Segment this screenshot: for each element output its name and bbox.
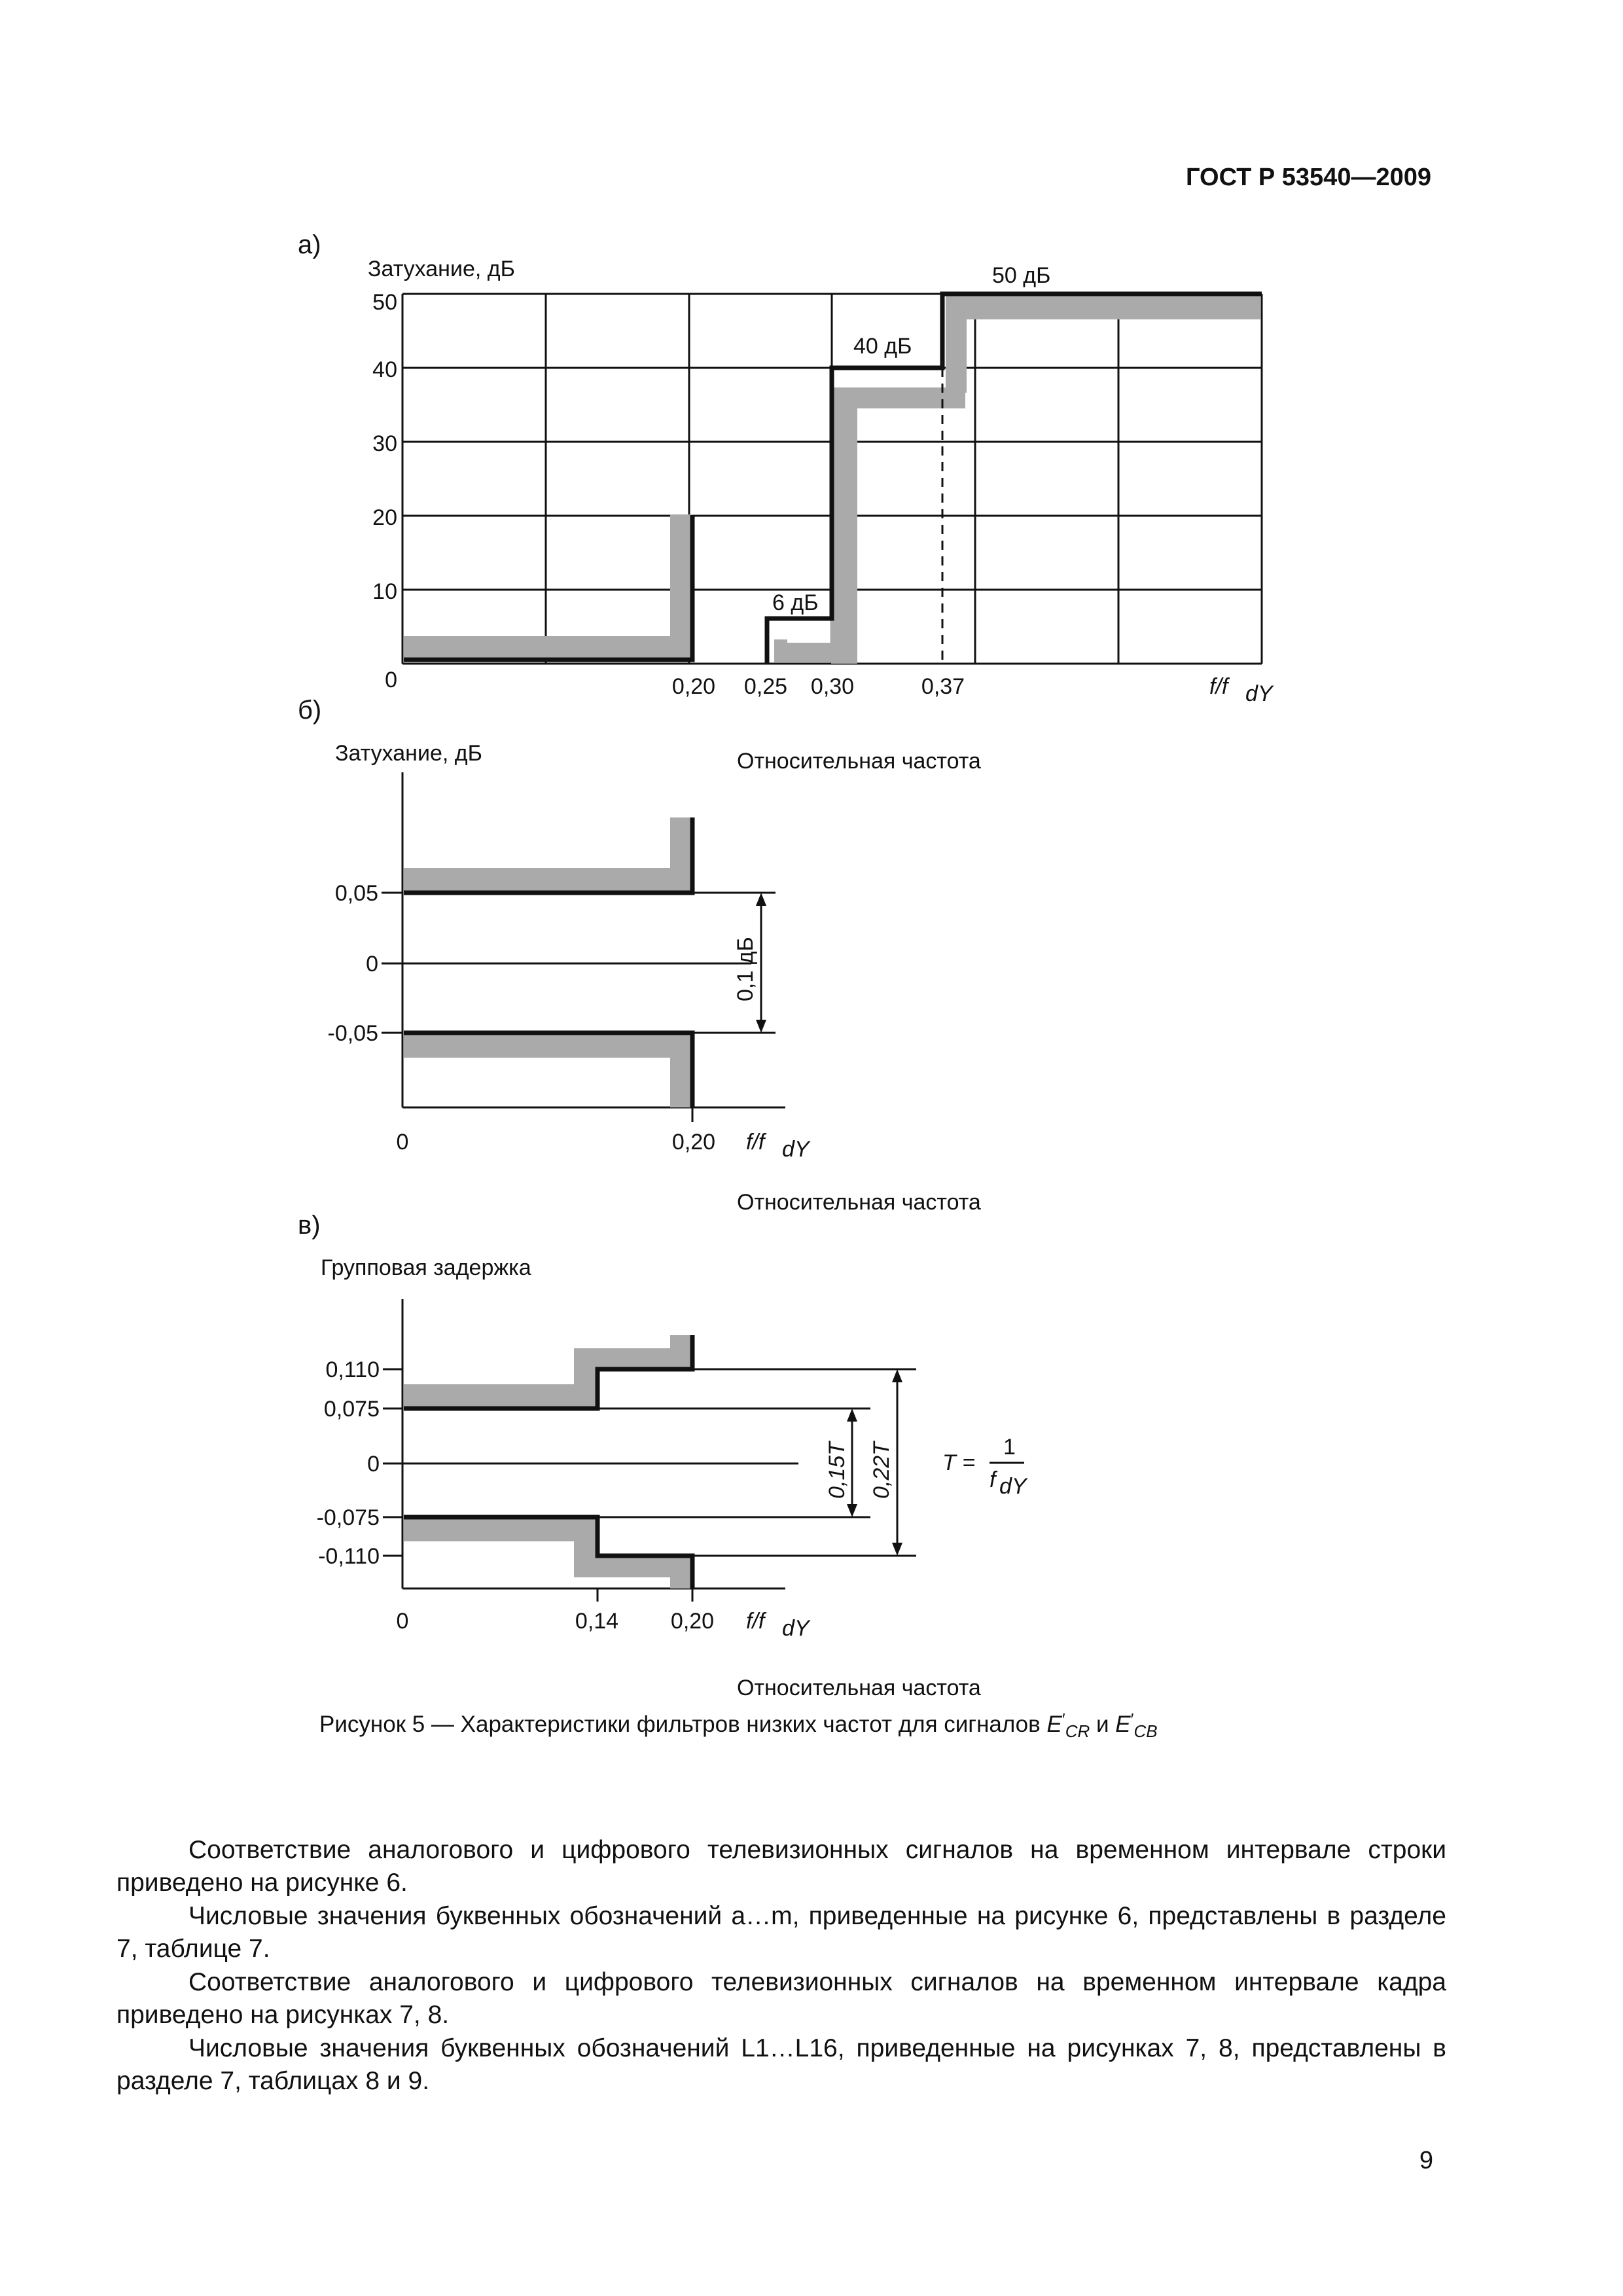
formula-denominator-sub: dY <box>999 1474 1027 1499</box>
figure-b-relative-frequency-2: Относительная частота <box>737 1190 981 1215</box>
figure-v-tolerance-bands <box>404 1335 692 1588</box>
svg-text:-0,075: -0,075 <box>316 1505 380 1530</box>
svg-text:0,075: 0,075 <box>323 1397 380 1422</box>
figure-b-ylabel: Затухание, дБ <box>335 741 482 766</box>
svg-text:0,37: 0,37 <box>921 674 965 699</box>
svg-text:0: 0 <box>396 1609 409 1634</box>
figure-v-range-label-015: 0,15T <box>825 1442 849 1499</box>
figure-b-yticks <box>328 881 379 1046</box>
svg-text:0: 0 <box>366 952 378 977</box>
svg-text:-0,05: -0,05 <box>327 1021 378 1046</box>
figure-b-xlabel-sub: dY <box>782 1137 810 1162</box>
svg-text:0,25: 0,25 <box>743 674 788 699</box>
svg-text:0,20: 0,20 <box>671 1130 716 1155</box>
figure-a-xticks <box>672 674 965 699</box>
figure-v-ylabel: Групповая задержка <box>321 1255 531 1280</box>
figure-a-xlabel-sub: dY <box>1245 681 1273 706</box>
paragraph-1: Соответствие аналогового и цифрового телевизионных сигналов на временном интервале строки приведено на рисунке 6. <box>116 1836 1446 1897</box>
figure-a-annotation-6db: 6 дБ <box>772 590 819 615</box>
svg-text:0: 0 <box>367 1452 380 1477</box>
figure-v-xticks <box>397 1609 715 1634</box>
figure-b-xlabel: f/f <box>746 1130 765 1155</box>
figure-v-range-label-022: 0,22T <box>869 1442 894 1499</box>
svg-text:0: 0 <box>385 668 397 692</box>
figure-a-yticks <box>372 290 397 692</box>
svg-text:-0,110: -0,110 <box>318 1544 380 1569</box>
svg-text:0,30: 0,30 <box>810 674 855 699</box>
svg-text:40: 40 <box>372 357 397 382</box>
svg-text:0,20: 0,20 <box>670 1609 715 1634</box>
svg-text:30: 30 <box>372 431 397 456</box>
page-number: 9 <box>1419 2147 1433 2174</box>
svg-text:10: 10 <box>372 579 397 604</box>
svg-text:0,05: 0,05 <box>334 881 378 906</box>
document-header: ГОСТ Р 53540—2009 <box>1186 164 1431 191</box>
figure-a-annotation-40db: 40 дБ <box>853 334 912 359</box>
figure-v-xlabel-sub: dY <box>782 1616 810 1641</box>
figure-b-relative-frequency: Относительная частота <box>737 749 981 774</box>
svg-text:50: 50 <box>372 290 397 315</box>
figure-v-relative-frequency: Относительная частота <box>737 1676 981 1700</box>
formula-lhs: T = <box>942 1450 976 1475</box>
figure-b-label: б) <box>298 696 322 725</box>
paragraph-4: Числовые значения буквенных обозначений L1…L16, приведенные на рисунках 7, 8, представлены в разделе 7, таблицах 8 и 9. <box>116 2034 1446 2095</box>
formula-numerator: 1 <box>1003 1435 1016 1460</box>
paragraph-3: Соответствие аналогового и цифрового телевизионных сигналов на временном интервале кадра приведено на рисунках 7, 8. <box>116 1968 1446 2029</box>
figure-a-label: а) <box>298 230 321 259</box>
paragraph-2: Числовые значения буквенных обозначений a…m, приведенные на рисунке 6, представлены в разделе 7, таблице 7. <box>116 1902 1446 1963</box>
figure-v-label: в) <box>298 1211 321 1240</box>
svg-text:0,14: 0,14 <box>575 1609 619 1634</box>
svg-text:0,20: 0,20 <box>671 674 716 699</box>
svg-text:0,110: 0,110 <box>325 1357 380 1382</box>
figure-v-xlabel: f/f <box>746 1609 765 1634</box>
figure-caption: Рисунок 5 — Характеристики фильтров низких частот для сигналов $E'_{CR}$ и $E'_{CB}$ <box>319 1710 1158 1741</box>
figure-b-range-label: 0,1 дБ <box>733 937 758 1001</box>
formula-denominator: f <box>990 1467 996 1492</box>
figure-v-yticks <box>317 1357 380 1569</box>
figure-a-annotation-50db: 50 дБ <box>992 263 1051 288</box>
figure-a-ylabel: Затухание, дБ <box>368 257 515 281</box>
svg-text:0: 0 <box>396 1130 409 1155</box>
figure-a-xlabel: f/f <box>1209 674 1228 699</box>
svg-text:20: 20 <box>372 505 397 530</box>
figure-b-xticks <box>397 1130 716 1155</box>
